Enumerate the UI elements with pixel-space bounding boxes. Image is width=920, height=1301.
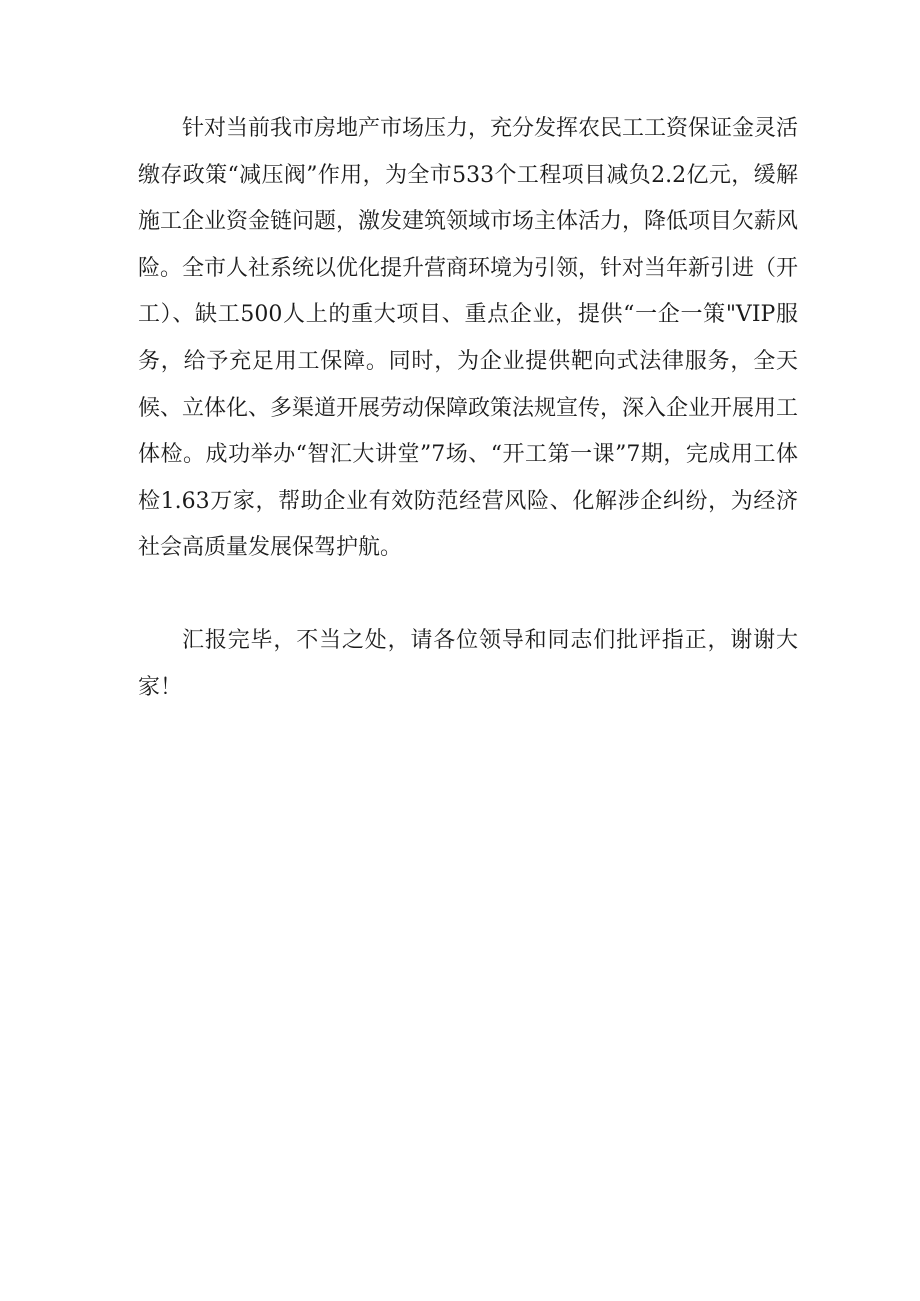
document-body [138, 106, 798, 711]
body-paragraph: 针对当前我市房地产市场压力，充分发挥农民工工资保证金灵活缴存政策“减压阀”作用，为全市533个工程项目减负2.2亿元，缓解施工企业资金链问题，激发建筑领域市场主体活力，降低项目欠薪风险。全市人社系统以优化提升营商环境为引领，针对当年新引进（开工）、缺工500人上的重大项目、重点企业，提供“一企一策"VIP服务，给予充足用工保障。同时，为企业提供靶向式法律服务，全天候、立体化、多渠道开展劳动保障政策法规宣传，深入企业开展用工体检。成功举办“智汇大讲堂”7场、“开工第一课”7期，完成用工体检1.63万家，帮助企业有效防范经营风险、化解涉企纠纷，为经济社会高质量发展保驾护航。 [138, 116, 799, 561]
closing-paragraph: 汇报完毕，不当之处，请各位领导和同志们批评指正，谢谢大家！ [138, 627, 798, 700]
